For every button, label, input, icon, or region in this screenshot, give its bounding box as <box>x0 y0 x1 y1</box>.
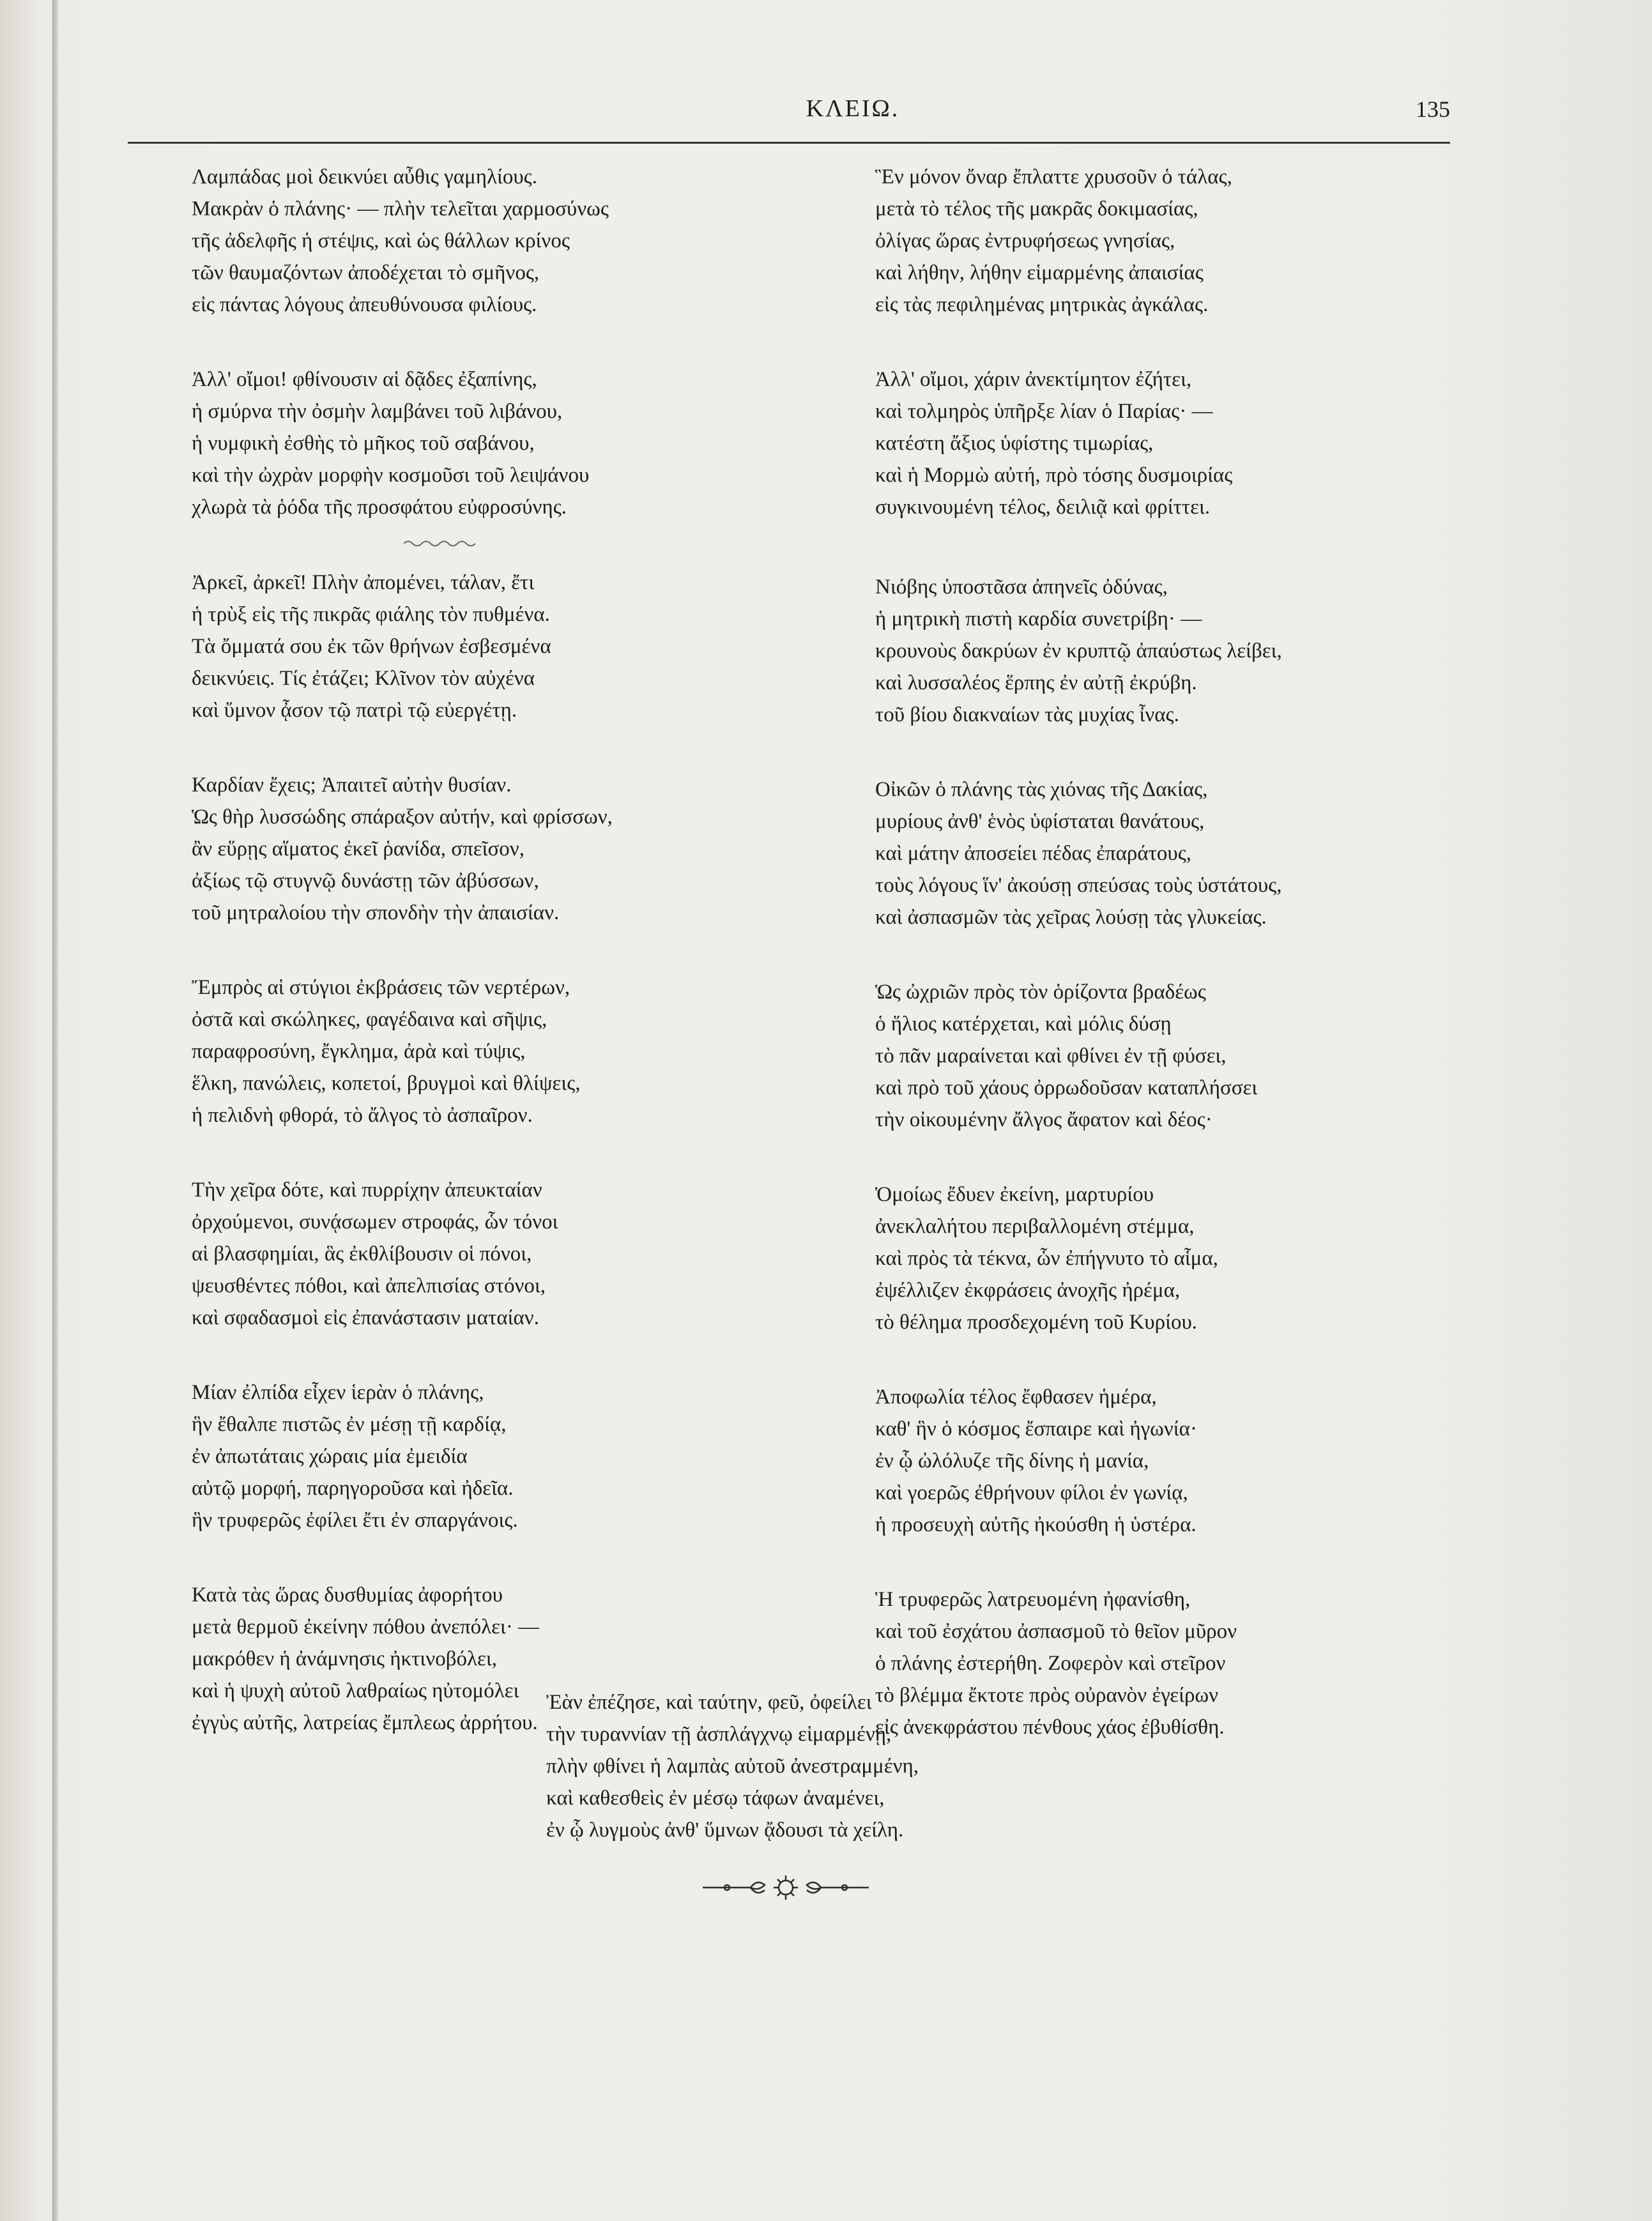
verse-line: καὶ τὴν ὠχρὰν μορφὴν κοσμοῦσι τοῦ λειψάνου <box>192 464 590 487</box>
verse-line: ἡ πελιδνὴ φθορά, τὸ ἄλγος τὸ ἀσπαῖρον. <box>192 1104 533 1127</box>
stanza <box>875 1179 1527 1338</box>
verse-line: ἣν ἔθαλπε πιστῶς ἐν μέσῃ τῇ καρδίᾳ, <box>192 1413 507 1436</box>
verse-line: Λαμπάδας μοὶ δεικνύει αὖθις γαμηλίους. <box>192 165 537 188</box>
floral-tailpiece-icon <box>690 1872 882 1904</box>
verse-line: ὁ ἥλιος κατέρχεται, καὶ μόλις δύσῃ <box>875 1012 1172 1035</box>
verse-line: ἡ σμύρνα τὴν ὀσμὴν λαμβάνει τοῦ λιβάνου, <box>192 400 563 423</box>
stanza <box>192 1174 843 1334</box>
verse-line: τὸ πᾶν μαραίνεται καὶ φθίνει ἐν τῇ φύσει, <box>875 1044 1227 1067</box>
verse-line: Ἀποφωλία τέλος ἔφθασεν ἡμέρα, <box>875 1385 1157 1408</box>
stanza <box>192 972 843 1131</box>
verse-line: αἱ βλασφημίαι, ἃς ἐκθλίβουσιν οἱ πόνοι, <box>192 1242 532 1265</box>
verse-line: καὶ ἀσπασμῶν τὰς χεῖρας λούσῃ τὰς γλυκείας. <box>875 906 1267 929</box>
verse-line: ἣν τρυφερῶς ἐφίλει ἔτι ἐν σπαργάνοις. <box>192 1509 518 1532</box>
verse-line: Ἀρκεῖ, ἀρκεῖ! Πλὴν ἀπομένει, τάλαν, ἔτι <box>192 571 535 594</box>
verse-line: ἐψέλλιζεν ἐκφράσεις ἀνοχῆς ἠρέμα, <box>875 1279 1181 1302</box>
verse-line: Οἰκῶν ὁ πλάνης τὰς χιόνας τῆς Δακίας, <box>875 778 1208 801</box>
verse-line: εἰς ἀνεκφράστου πένθους χάος ἐβυθίσθη. <box>875 1716 1225 1739</box>
verse-line: ψευσθέντες πόθοι, καὶ ἀπελπισίας στόνοι, <box>192 1274 546 1297</box>
verse-line: Νιόβης ὑποστᾶσα ἀπηνεῖς ὀδύνας, <box>875 576 1168 599</box>
verse-line: ἀνεκλαλήτου περιβαλλομένη στέμμα, <box>875 1215 1195 1238</box>
verse-line: Μίαν ἐλπίδα εἶχεν ἱερὰν ὁ πλάνης, <box>192 1381 484 1404</box>
verse-line: τῶν θαυμαζόντων ἀποδέχεται τὸ σμῆνος, <box>192 261 540 284</box>
verse-line: ἕλκη, πανώλεις, κοπετοί, βρυγμοὶ καὶ θλίψεις, <box>192 1072 581 1095</box>
stanza <box>192 161 843 321</box>
verse-line: μυρίους ἀνθ' ἑνὸς ὑφίσταται θανάτους, <box>875 810 1205 833</box>
verse-line: καὶ τοῦ ἐσχάτου ἀσπασμοῦ τὸ θεῖον μῦρον <box>875 1620 1237 1643</box>
verse-line: ὀλίγας ὥρας ἐντρυφήσεως γνησίας, <box>875 229 1175 252</box>
verse-line: τὴν οἰκουμένην ἄλγος ἄφατον καὶ δέος· <box>875 1108 1212 1131</box>
verse-line: τοὺς λόγους ἵν' ἀκούσῃ σπεύσας τοὺς ὑστάτους, <box>875 874 1282 897</box>
verse-line: ἡ νυμφικὴ ἐσθὴς τὸ μῆκος τοῦ σαβάνου, <box>192 432 535 455</box>
header-rule <box>128 142 1450 144</box>
stanza <box>875 571 1527 731</box>
stanza <box>192 567 843 726</box>
verse-line: μετὰ τὸ τέλος τῆς μακρᾶς δοκιμασίας, <box>875 197 1198 220</box>
verse-line: παραφροσύνη, ἔγκλημα, ἀρὰ καὶ τύψις, <box>192 1040 526 1063</box>
verse-line: συγκινουμένη τέλος, δειλιᾷ καὶ φρίττει. <box>875 496 1211 519</box>
verse-line: Ἀλλ' οἴμοι! φθίνουσιν αἱ δᾷδες ἐξαπίνης, <box>192 368 537 391</box>
verse-line: Τὴν χεῖρα δότε, καὶ πυρρίχην ἀπευκταίαν <box>192 1179 542 1202</box>
stanza <box>192 1377 843 1536</box>
verse-line: Ἀλλ' οἴμοι, χάριν ἀνεκτίμητον ἐζήτει, <box>875 368 1192 391</box>
verse-line: ἀξίως τῷ στυγνῷ δυνάστῃ τῶν ἀβύσσων, <box>192 869 539 892</box>
verse-line: τὴν τυραννίαν τῇ ἀσπλάγχνῳ εἱμαρμένῃ, <box>546 1723 892 1746</box>
verse-line: κρουνοὺς δακρύων ἐν κρυπτῷ ἀπαύστως λείβει, <box>875 639 1282 662</box>
verse-line: καθ' ἣν ὁ κόσμος ἔσπαιρε καὶ ἠγωνία· <box>875 1417 1197 1440</box>
verse-line: καὶ ὕμνον ᾆσον τῷ πατρὶ τῷ εὐεργέτῃ. <box>192 699 517 722</box>
verse-line: ἡ μητρικὴ πιστὴ καρδία συνετρίβη· — <box>875 607 1202 630</box>
verse-line: ὀρχούμενοι, συνᾴσωμεν στροφάς, ὧν τόνοι <box>192 1210 558 1233</box>
verse-line: τὸ θέλημα προσδεχομένη τοῦ Κυρίου. <box>875 1311 1198 1334</box>
verse-line: τοῦ βίου διακναίων τὰς μυχίας ἶνας. <box>875 703 1179 726</box>
verse-line: Ἡ τρυφερῶς λατρευομένη ἠφανίσθη, <box>875 1588 1191 1611</box>
verse-line: χλωρὰ τὰ ῥόδα τῆς προσφάτου εὐφροσύνης. <box>192 496 567 519</box>
verse-line: τῆς ἀδελφῆς ἡ στέψις, καὶ ὡς θάλλων κρίνος <box>192 229 570 252</box>
verse-line: Κατὰ τὰς ὥρας δυσθυμίας ἀφορήτου <box>192 1584 503 1607</box>
verse-line: καὶ ἡ ψυχὴ αὐτοῦ λαθραίως ηὐτομόλει <box>192 1679 519 1702</box>
verse-line: Μακρὰν ὁ πλάνης· — πλὴν τελεῖται χαρμοσύνως <box>192 197 609 220</box>
verse-line: καὶ πρὸ τοῦ χάους ὀρρωδοῦσαν καταπλήσσει <box>875 1076 1258 1099</box>
verse-line: αὐτῷ μορφή, παρηγοροῦσα καὶ ἠδεῖα. <box>192 1477 514 1500</box>
final-stanza <box>546 1686 1377 1846</box>
stanza <box>875 774 1527 933</box>
verse-line: καὶ λυσσαλέος ἕρπης ἐν αὐτῇ ἐκρύβη. <box>875 671 1197 694</box>
right-column <box>875 161 1527 1786</box>
verse-line: ἐγγὺς αὐτῆς, λατρείας ἔμπλεως ἀρρήτου. <box>192 1711 538 1734</box>
verse-line: καὶ σφαδασμοὶ εἰς ἐπανάστασιν ματαίαν. <box>192 1306 539 1329</box>
verse-line: εἰς πάντας λόγους ἀπευθύνουσα φιλίους. <box>192 293 537 316</box>
verse-line: Ὁμοίως ἔδυεν ἐκείνη, μαρτυρίου <box>875 1183 1154 1206</box>
verse-line: Ἔμπρὸς αἱ στύγιοι ἐκβράσεις τῶν νερτέρων, <box>192 976 570 999</box>
page-number: 135 <box>1416 96 1450 122</box>
running-title: ΚΛΕΙΩ. <box>806 95 900 122</box>
verse-line: τὸ βλέμμα ἔκτοτε πρὸς οὐρανὸν ἐγείρων <box>875 1684 1219 1707</box>
stanza <box>875 363 1527 523</box>
stanza <box>192 769 843 929</box>
verse-line: καὶ γοερῶς ἐθρήνουν φίλοι ἐν γωνίᾳ, <box>875 1481 1188 1504</box>
verse-line: μετὰ θερμοῦ ἐκείνην πόθου ἀνεπόλει· — <box>192 1615 540 1638</box>
verse-line: Ὡς θὴρ λυσσώδης σπάραξον αὐτήν, καὶ φρίσσων, <box>192 805 613 828</box>
stanza <box>875 161 1527 321</box>
verse-line: Ἐὰν ἐπέζησε, καὶ ταύτην, φεῦ, ὀφείλει <box>546 1691 872 1714</box>
binding-fold-shadow <box>52 0 59 2221</box>
verse-line: ἐν ᾧ ὠλόλυζε τῆς δίνης ἡ μανία, <box>875 1449 1149 1472</box>
verse-line: καὶ τολμηρὸς ὑπῆρξε λίαν ὁ Παρίας· — <box>875 400 1213 423</box>
verse-line: ὀστᾶ καὶ σκώληκες, φαγέδαινα καὶ σῆψις, <box>192 1008 547 1031</box>
verse-line: ἡ προσευχὴ αὐτῆς ἠκούσθη ἡ ὑστέρα. <box>875 1513 1197 1536</box>
verse-line: ἂν εὕρῃς αἵματος ἐκεῖ ῥανίδα, σπεῖσον, <box>192 837 524 860</box>
verse-line: τοῦ μητραλοίου τὴν σπονδὴν τὴν ἀπαισίαν. <box>192 901 560 924</box>
verse-line: καὶ μάτην ἀποσείει πέδας ἐπαράτους, <box>875 842 1192 865</box>
verse-line: εἰς τὰς πεφιλημένας μητρικὰς ἀγκάλας. <box>875 293 1209 316</box>
verse-line: κατέστη ἄξιος ὑφίστης τιμωρίας, <box>875 432 1154 455</box>
verse-line: Τὰ ὄμματά σου ἐκ τῶν θρήνων ἐσβεσμένα <box>192 635 551 658</box>
verse-line: πλὴν φθίνει ἡ λαμπὰς αὐτοῦ ἀνεστραμμένη, <box>546 1755 919 1778</box>
verse-line: Καρδίαν ἔχεις; Ἀπαιτεῖ αὐτὴν θυσίαν. <box>192 774 512 797</box>
page-header <box>128 89 1450 141</box>
verse-line: ἡ τρὺξ εἰς τῆς πικρᾶς φιάλης τὸν πυθμένα. <box>192 603 550 626</box>
verse-line: δεικνύεις. Τίς ἐτάζει; Κλῖνον τὸν αὐχένα <box>192 667 535 690</box>
left-column <box>192 161 843 1782</box>
verse-line: καὶ καθεσθεὶς ἐν μέσῳ τάφων ἀναμένει, <box>546 1787 885 1810</box>
wavy-rule-icon <box>402 537 479 550</box>
verse-line: Ὡς ὠχριῶν πρὸς τὸν ὁρίζοντα βραδέως <box>875 981 1206 1004</box>
verse-line: ἐν ᾧ λυγμοὺς ἀνθ' ὕμνων ᾄδουσι τὰ χείλη. <box>546 1819 904 1842</box>
verse-line: μακρόθεν ἡ ἀνάμνησις ἠκτινοβόλει, <box>192 1647 498 1670</box>
verse-line: καὶ πρὸς τὰ τέκνα, ὧν ἐπήγνυτο τὸ αἷμα, <box>875 1247 1218 1270</box>
verse-line: ἐν ἀπωτάταις χώραις μία ἐμειδία <box>192 1445 468 1468</box>
stanza <box>875 976 1527 1136</box>
verse-line: καὶ ἡ Μορμὼ αὐτή, πρὸ τόσης δυσμοιρίας <box>875 464 1233 487</box>
stanza <box>875 1381 1527 1541</box>
verse-line: καὶ λήθην, λήθην εἱμαρμένης ἀπαισίας <box>875 261 1204 284</box>
verse-line: Ἓν μόνον ὄναρ ἔπλαττε χρυσοῦν ὁ τάλας, <box>875 165 1232 188</box>
stanza <box>192 363 843 523</box>
verse-line: ὁ πλάνης ἐστερήθη. Ζοφερὸν καὶ στεῖρον <box>875 1652 1226 1675</box>
